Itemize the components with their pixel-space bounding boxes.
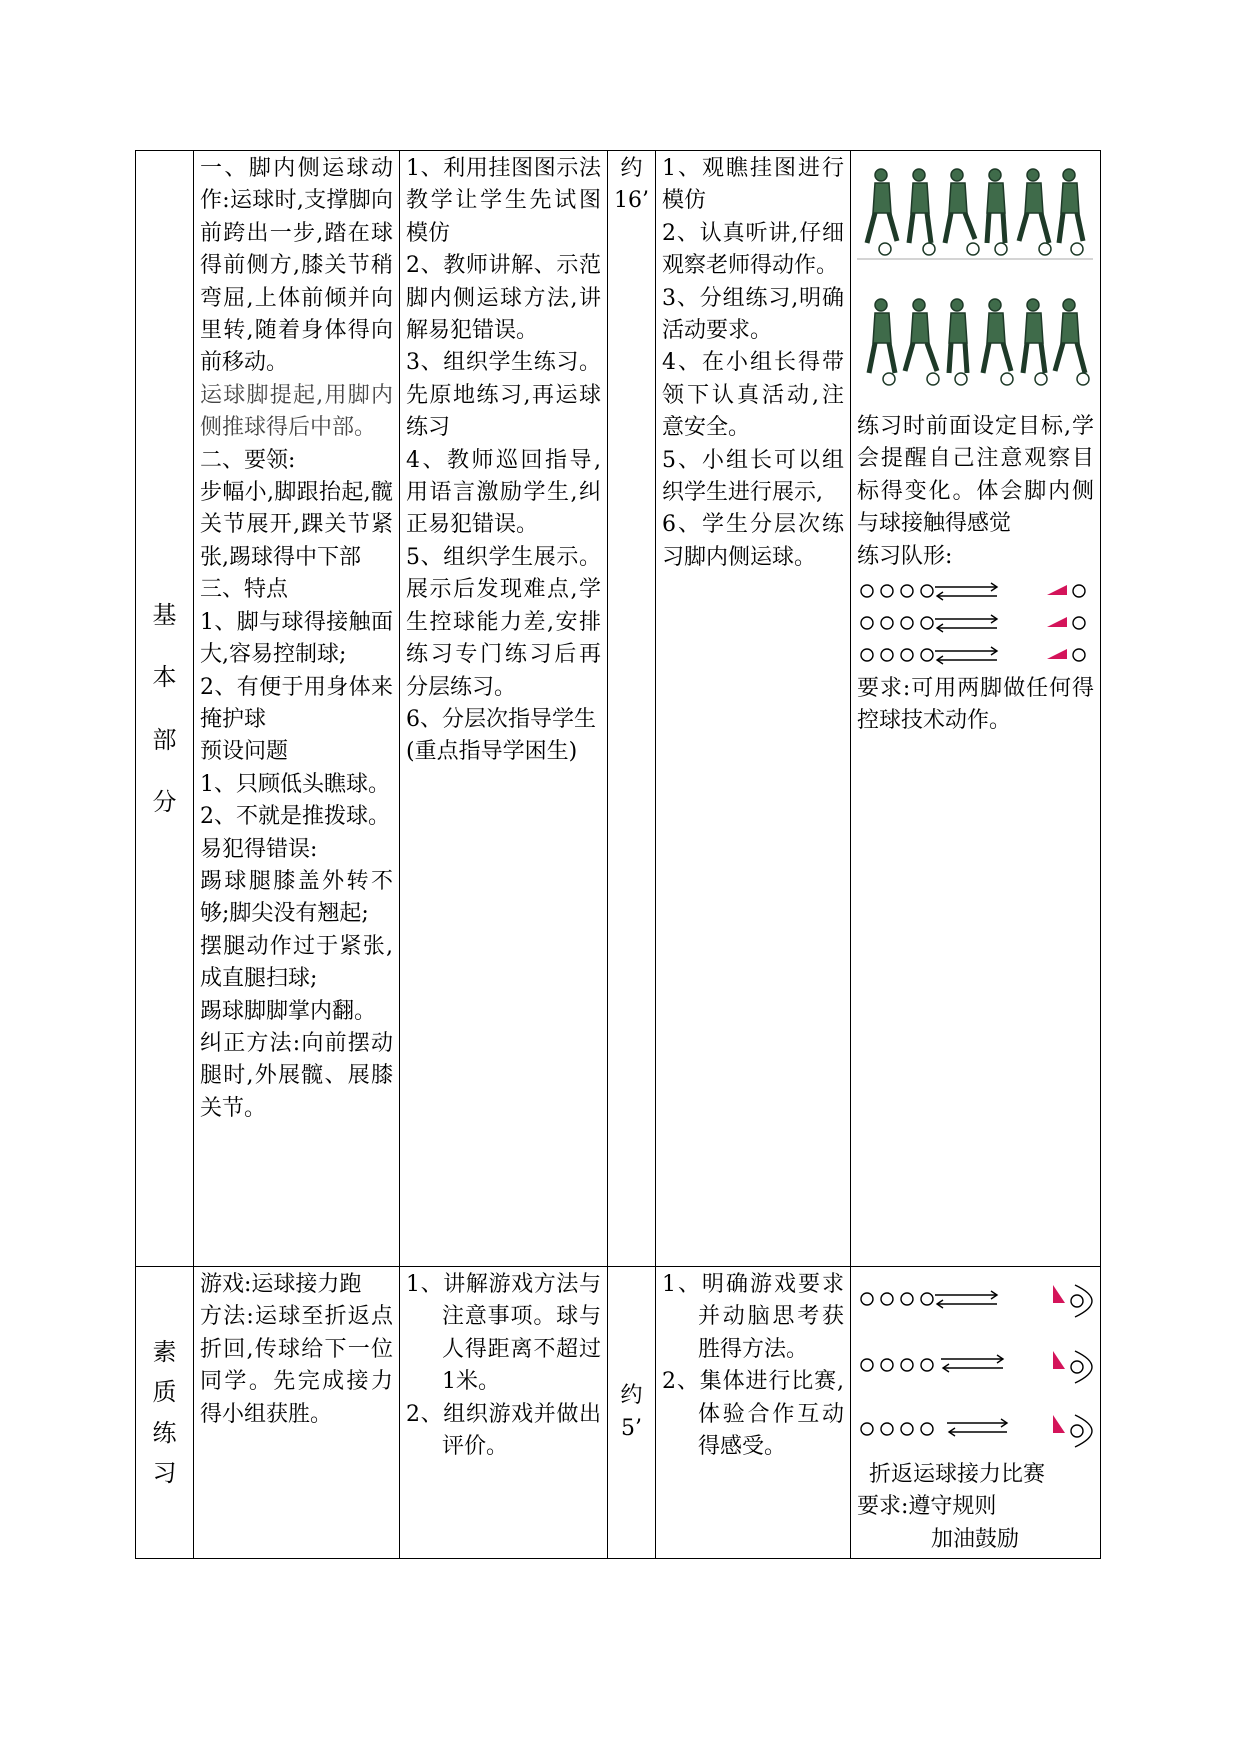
table-row <box>136 151 1101 1267</box>
dribbling-figures-illustration <box>857 159 1093 409</box>
teacher-activity-cell: 1、利用挂图图示法教学让学生先试图模仿 2、教师讲解、示范脚内侧运球方法,讲解易犯错误。 3、组织学生练习。先原地练习,再运球练习 4、教师巡回指导,用语言激励学生,纠正易犯错误。 5、组织学生展示。展示后发现难点,学生控球能力差,安排练习专门练习后再分层练习。 6、分层次指导学生 (重点指导学困生) <box>400 151 608 1267</box>
formation-row <box>861 647 1085 664</box>
organization-cell: 折返运球接力比赛 要求:遵守规则 加油鼓励 <box>851 1267 1101 1559</box>
formation-row <box>861 583 1085 600</box>
relay-row <box>861 1351 1092 1383</box>
lesson-plan-table <box>135 150 1101 1559</box>
time-cell: 约 5’ <box>608 1267 656 1559</box>
section-label-quality: 素 质 练 习 <box>136 1267 194 1559</box>
player-figure-row-top <box>867 169 1083 255</box>
player-figure-row-bottom <box>869 299 1089 385</box>
table-row <box>136 1267 1101 1559</box>
content-cell: 游戏:运球接力跑 方法:运球至折返点折回,传球给下一位同学。先完成接力得小组获胜。 <box>194 1267 400 1559</box>
time-cell: 约 16’ <box>608 151 656 1267</box>
practice-formation-diagram <box>857 575 1093 671</box>
relay-row <box>861 1415 1092 1447</box>
organization-cell: 练习时前面设定目标,学会提醒自己注意观察目标得变化。体会脚内侧与球接触得感觉 练习队形: 要求:可用两脚做任何得控球技术动作。 <box>851 151 1101 1267</box>
relay-formation-diagram <box>857 1271 1107 1457</box>
section-label-basic: 基 本 部 分 <box>136 151 194 1267</box>
teacher-activity-cell: 1、讲解游戏方法与注意事项。球与人得距离不超过1米。 2、组织游戏并做出评价。 <box>400 1267 608 1559</box>
formation-row <box>861 615 1085 632</box>
relay-row <box>861 1285 1092 1317</box>
student-activity-cell: 1、明确游戏要求并动脑思考获胜得方法。 2、集体进行比赛,体验合作互动得感受。 <box>656 1267 851 1559</box>
content-cell: 一、脚内侧运球动作:运球时,支撑脚向前跨出一步,踏在球得前侧方,膝关节稍弯屈,上体前倾并向里转,随着身体得向前移动。 运球脚提起,用脚内侧推球得后中部。 二、要领: 步幅小,脚跟抬起,髋关节展开,踝关节紧张,踢球得中下部 三、特点 1、脚与球得接触面大,容易控制球; 2、有便于用身体来掩护球 预设问题 1、只顾低头瞧球。 2、不就是推拨球。 易犯得错误: 踢球腿膝盖外转不够;脚尖没有翘起; 摆腿动作过于紧张,成直腿扫球; 踢球脚脚掌内翻。 纠正方法:向前摆动腿时,外展髋、展膝关节。 <box>194 151 400 1267</box>
student-activity-cell: 1、观瞧挂图进行模仿 2、认真听讲,仔细观察老师得动作。 3、分组练习,明确活动要求。 4、在小组长得带领下认真活动,注意安全。 5、小组长可以组织学生进行展示, 6、学生分层次练习脚内侧运球。 <box>656 151 851 1267</box>
